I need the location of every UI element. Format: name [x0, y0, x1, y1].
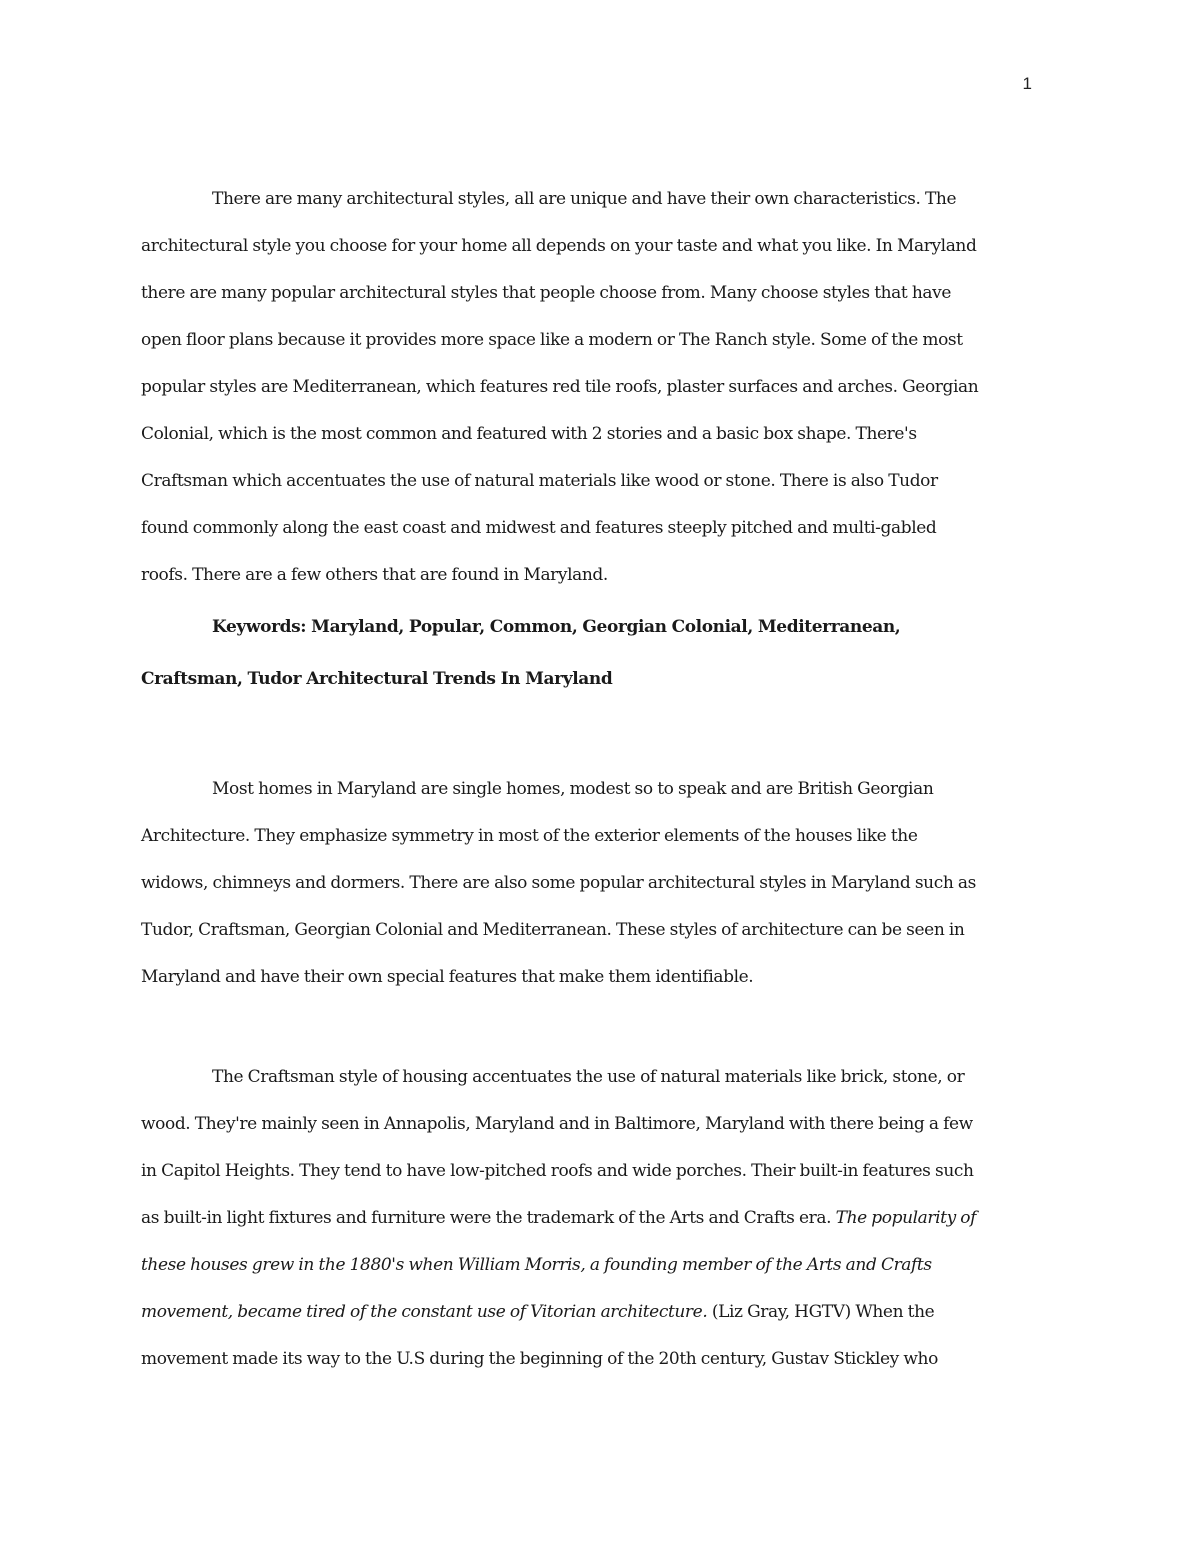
text-line: The Craftsman style of housing accentuates the use of natural materials like brick, stone, or	[212, 1067, 965, 1087]
abstract-section	[141, 176, 1061, 599]
keywords-line: Keywords: Maryland, Popular, Common, Georgian Colonial, Mediterranean,	[212, 617, 901, 637]
text-line: Architecture. They emphasize symmetry in most of the exterior elements of the houses like the	[141, 826, 918, 846]
text-line: architectural style you choose for your home all depends on your taste and what you like. In Maryland	[141, 236, 977, 256]
abstract-paragraph	[141, 176, 1061, 599]
craftsman-section	[141, 1054, 1061, 1383]
quote-line: these houses grew in the 1880's when William Morris, a founding member of the Arts and Crafts	[141, 1255, 932, 1275]
text-line: widows, chimneys and dormers. There are also some popular architectural styles in Maryland such as	[141, 873, 976, 893]
intro-paragraph	[141, 766, 1061, 1001]
citation: (Liz Gray, HGTV) When the	[711, 1302, 935, 1322]
text-line: found commonly along the east coast and midwest and features steeply pitched and multi-gabled	[141, 518, 937, 538]
text-line: in Capitol Heights. They tend to have low-pitched roofs and wide porches. Their built-in features such	[141, 1161, 974, 1181]
text-line: Most homes in Maryland are single homes, modest so to speak and are British Georgian	[212, 779, 934, 799]
keywords-section	[141, 601, 1061, 705]
keywords-paragraph	[141, 601, 1061, 705]
page-number: 1	[1022, 74, 1032, 93]
text-line: open floor plans because it provides more space like a modern or The Ranch style. Some of the most	[141, 330, 963, 350]
text-line: roofs. There are a few others that are found in Maryland.	[141, 565, 608, 585]
quote-segment: movement, became tired of the constant use of Vitorian architecture.	[141, 1302, 708, 1322]
text-line: Tudor, Craftsman, Georgian Colonial and Mediterranean. These styles of architecture can be seen in	[141, 920, 965, 940]
text-line: Maryland and have their own special features that make them identifiable.	[141, 967, 754, 987]
text-line: Craftsman which accentuates the use of natural materials like wood or stone. There is also Tudor	[141, 471, 938, 491]
keywords-line: Craftsman, Tudor Architectural Trends In Maryland	[141, 669, 613, 689]
text-line: wood. They're mainly seen in Annapolis, Maryland and in Baltimore, Maryland with there being a few	[141, 1114, 973, 1134]
text-line: movement made its way to the U.S during the beginning of the 20th century, Gustav Stickley who	[141, 1349, 938, 1369]
intro-section	[141, 766, 1061, 1001]
text-line	[141, 1195, 1061, 1242]
text-line: There are many architectural styles, all are unique and have their own characteristics. The	[212, 189, 957, 209]
text-line: there are many popular architectural styles that people choose from. Many choose styles that have	[141, 283, 952, 303]
craftsman-paragraph	[141, 1054, 1061, 1383]
text-segment: as built-in light fixtures and furniture were the trademark of the Arts and Crafts era.	[141, 1208, 832, 1228]
text-line: Colonial, which is the most common and featured with 2 stories and a basic box shape. There's	[141, 424, 917, 444]
quote-segment: The popularity of	[835, 1208, 977, 1228]
text-line	[141, 1289, 1061, 1336]
text-line: popular styles are Mediterranean, which features red tile roofs, plaster surfaces and arches. Georgian	[141, 377, 979, 397]
